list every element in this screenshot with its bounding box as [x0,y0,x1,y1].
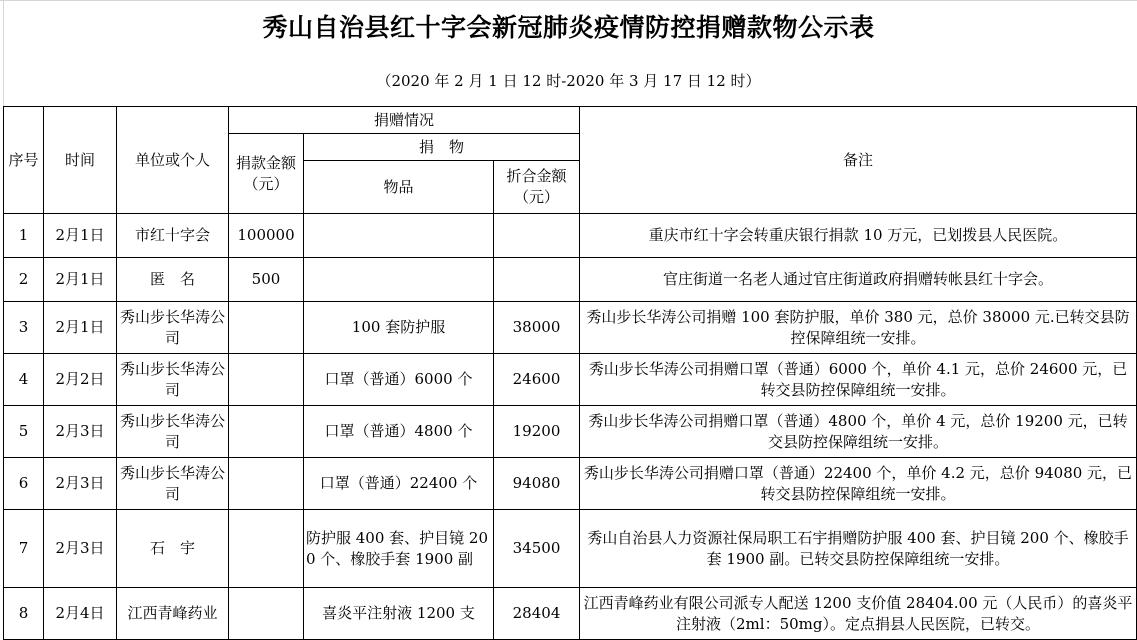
table-row [4,458,1137,510]
cell-date: 2月3日 [44,458,117,510]
cell-date: 2月1日 [44,302,117,354]
cell-item: 防护服 400 套、护目镜 200 个、橡胶手套 1900 副 [304,510,494,588]
header-remarks: 备注 [580,107,1137,214]
cell-cash [229,510,304,588]
cell-seq: 1 [4,214,44,258]
cell-seq: 8 [4,588,44,640]
cell-remarks: 秀山步长华涛公司捐赠 100 套防护服，单价 380 元，总价 38000 元.已转交县防控保障组统一安排。 [580,302,1137,354]
cell-seq: 4 [4,354,44,406]
cell-cash [229,406,304,458]
cell-donor: 市红十字会 [117,214,229,258]
table-row [4,406,1137,458]
table-row [4,354,1137,406]
cell-date: 2月2日 [44,354,117,406]
header-donation-status: 捐赠情况 [229,107,580,134]
table-row [4,302,1137,354]
donation-table [3,106,1137,640]
cell-seq: 5 [4,406,44,458]
cell-remarks: 官庄街道一名老人通过官庄街道政府捐赠转帐县红十字会。 [580,258,1137,302]
cell-value: 34500 [494,510,580,588]
cell-date: 2月3日 [44,510,117,588]
cell-date: 2月3日 [44,406,117,458]
cell-item: 喜炎平注射液 1200 支 [304,588,494,640]
cell-item: 100 套防护服 [304,302,494,354]
cell-value [494,214,580,258]
cell-cash [229,588,304,640]
cell-value: 28404 [494,588,580,640]
cell-seq: 6 [4,458,44,510]
header-seq: 序号 [4,107,44,214]
cell-value: 19200 [494,406,580,458]
table-row [4,588,1137,640]
cell-value: 24600 [494,354,580,406]
cell-date: 2月1日 [44,258,117,302]
cell-cash: 500 [229,258,304,302]
cell-cash [229,458,304,510]
cell-remarks: 秀山步长华涛公司捐赠口罩（普通）22400 个，单价 4.2 元，总价 94080 元，已转交县防控保障组统一安排。 [580,458,1137,510]
cell-remarks: 秀山自治县人力资源社保局职工石宇捐赠防护服 400 套、护目镜 200 个、橡胶手套 1900 副。已转交县防控保障组统一安排。 [580,510,1137,588]
cell-value: 94080 [494,458,580,510]
cell-item [304,258,494,302]
cell-item: 口罩（普通）22400 个 [304,458,494,510]
cell-donor: 秀山步长华涛公司 [117,458,229,510]
cell-seq: 2 [4,258,44,302]
sheet-gridline [0,0,1137,1]
cell-cash [229,302,304,354]
cell-item: 口罩（普通）4800 个 [304,406,494,458]
header-item: 物品 [304,161,494,214]
cell-donor: 秀山步长华涛公司 [117,302,229,354]
cell-remarks: 江西青峰药业有限公司派专人配送 1200 支价值 28404.00 元（人民币）的喜炎平注射液（2ml：50mg）。定点捐县人民医院，已转交。 [580,588,1137,640]
cell-donor: 石 宇 [117,510,229,588]
header-value: 折合金额（元） [494,161,580,214]
header-donor: 单位或个人 [117,107,229,214]
cell-donor: 秀山步长华涛公司 [117,406,229,458]
cell-remarks: 秀山步长华涛公司捐赠口罩（普通）6000 个，单价 4.1 元，总价 24600 元，已转交县防控保障组统一安排。 [580,354,1137,406]
cell-value: 38000 [494,302,580,354]
cell-date: 2月1日 [44,214,117,258]
cell-cash: 100000 [229,214,304,258]
cell-donor: 匿 名 [117,258,229,302]
header-goods: 捐 物 [304,134,580,161]
table-row [4,258,1137,302]
cell-item [304,214,494,258]
date-range-subtitle: （2020 年 2 月 1 日 12 时-2020 年 3 月 17 日 12 时） [376,72,761,90]
table-row [4,510,1137,588]
cell-cash [229,354,304,406]
cell-date: 2月4日 [44,588,117,640]
cell-seq: 7 [4,510,44,588]
cell-remarks: 重庆市红十字会转重庆银行捐款 10 万元，已划拨县人民医院。 [580,214,1137,258]
cell-seq: 3 [4,302,44,354]
cell-donor: 江西青峰药业 [117,588,229,640]
cell-remarks: 秀山步长华涛公司捐赠口罩（普通）4800 个，单价 4 元，总价 19200 元，已转交县防控保障组统一安排。 [580,406,1137,458]
cell-value [494,258,580,302]
header-time: 时间 [44,107,117,214]
table-row [4,214,1137,258]
header-cash: 捐款金额（元） [229,134,304,214]
page-title: 秀山自治县红十字会新冠肺炎疫情防控捐赠款物公示表 [262,13,875,42]
cell-item: 口罩（普通）6000 个 [304,354,494,406]
cell-donor: 秀山步长华涛公司 [117,354,229,406]
